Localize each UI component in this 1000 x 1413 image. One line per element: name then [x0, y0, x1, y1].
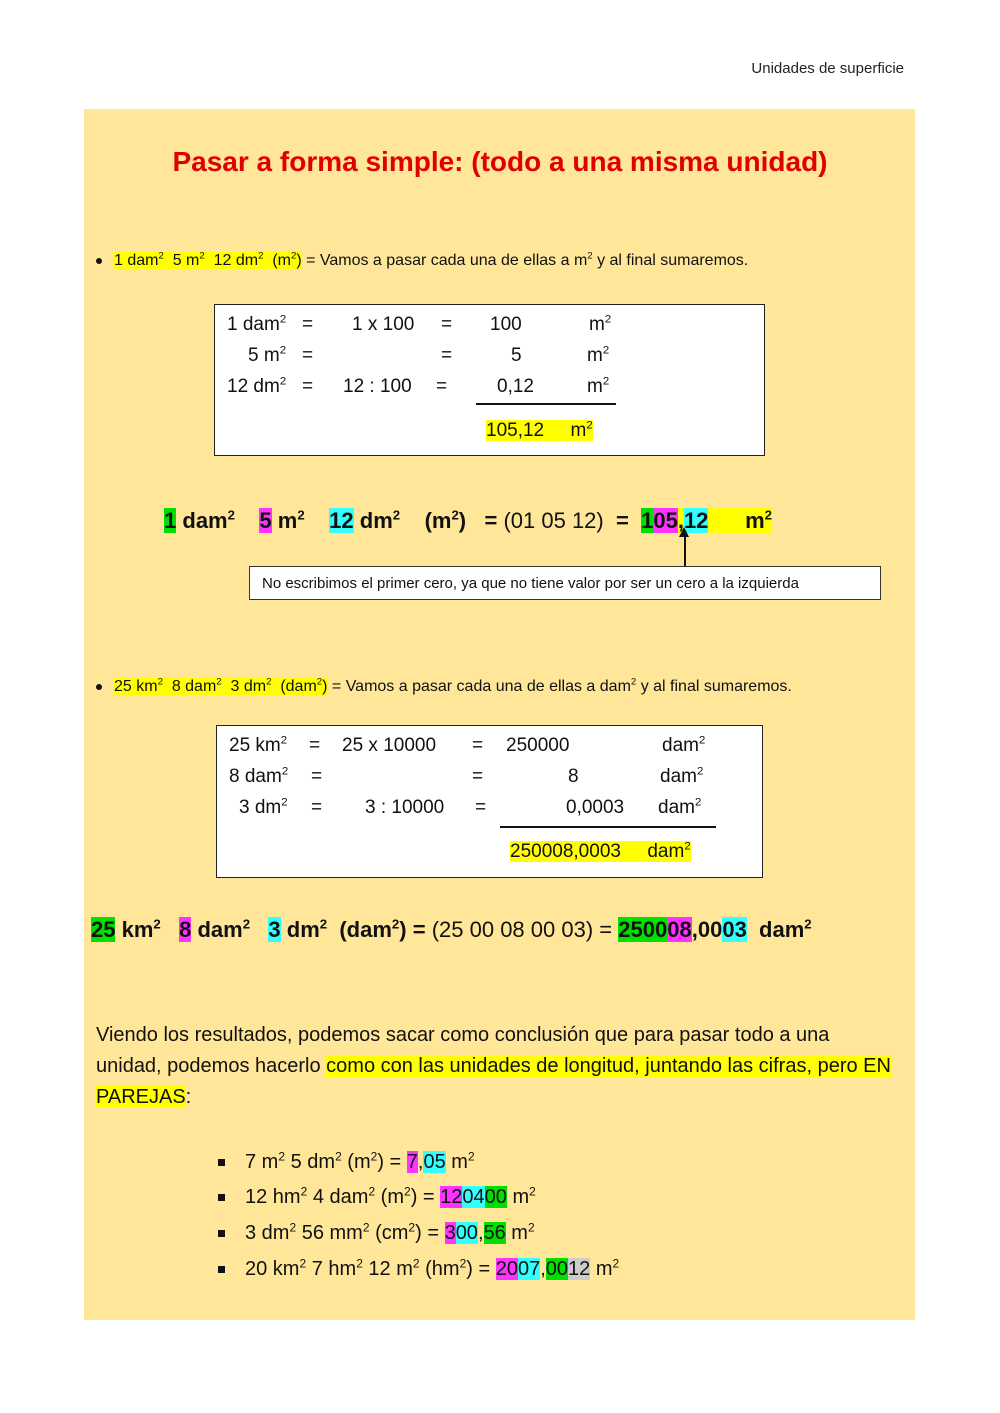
row-3-eq2: =	[475, 797, 487, 818]
total-1: 105,12 $m^2$	[486, 419, 593, 441]
bullet-square	[218, 1159, 225, 1166]
target-unit: (m	[272, 252, 291, 269]
row-1-unit: $m^2$	[589, 313, 612, 335]
digit-group: 12	[329, 508, 354, 533]
summary-1: 1 dam$^2$ 5 $m^2$ 12 $dm^2$ $(m^2)$ = (01 05 12) = 105,12 $m^2$	[164, 507, 773, 533]
digit-group: 8	[179, 917, 192, 942]
bullet-example-2: 25 $km^2$ 8 dam$^2$ 3 $dm^2$ (dam$^2$) = Vamos a pasar cada una de ellas a dam$^2$ y al final sumaremos.	[96, 678, 792, 696]
row-1-eq2: =	[472, 735, 484, 756]
example-item-3: 3 $dm^2$ 56 $mm^2$ $(cm^2) = 300,56$ $m^2$	[218, 1222, 535, 1245]
row-3-unit: $m^2$	[587, 375, 610, 397]
note-box: No escribimos el primer cero, ya que no tiene valor por ser un cero a la izquierda	[249, 566, 881, 600]
bullet-dot	[96, 258, 102, 264]
target-unit: (dam	[280, 678, 317, 695]
row-2-quantity: 8 dam$^2$	[229, 765, 289, 787]
digit-pairs: (01 05 12)	[503, 508, 604, 533]
row-1-quantity: 1 dam$^2$	[227, 313, 287, 335]
highlighted-text: como con las unidades de longitud, juntando las cifras, pero EN PAREJAS	[96, 1055, 891, 1108]
row-3-eq2: =	[436, 376, 448, 397]
row-3-unit: dam$^2$	[658, 796, 702, 818]
sum-line	[500, 826, 716, 828]
total-2: 250008,0003 dam$^2$	[510, 840, 691, 862]
row-3-value: 0,0003	[566, 797, 625, 818]
quantity: 5 m	[172, 252, 200, 269]
bullet-text: y al final sumaremos.	[636, 678, 792, 695]
paren: )	[296, 252, 302, 269]
quantity: 3 dm	[230, 678, 267, 695]
row-2-unit: $m^2$	[587, 344, 610, 366]
example-item-2: 12 $hm^2$ 4 dam$^2$ $(m^2) = 120400$ $m^2$	[218, 1186, 536, 1209]
row-2-eq2: =	[472, 766, 484, 787]
row-2-eq2: =	[441, 345, 453, 366]
paren: )	[322, 678, 328, 695]
arrow-up-icon	[679, 527, 689, 537]
row-1-value: 100	[490, 314, 522, 335]
row-2-eq: =	[311, 766, 323, 787]
row-3-eq: =	[302, 376, 314, 397]
arrow-line	[684, 534, 686, 567]
bullet-text: = Vamos a pasar cada una de ellas a m	[301, 252, 588, 269]
bullet-square	[218, 1230, 225, 1237]
summary-2: 25 $km^2$ 8 dam$^2$ 3 $dm^2$ (dam$^2$) = (25 00 08 00 03) = 250008,0003 dam$^2$	[91, 916, 812, 942]
row-3-quantity: 12 $dm^2$	[227, 375, 287, 397]
bullet-text: y al final sumaremos.	[592, 252, 749, 269]
quantity: 1 dam	[114, 252, 159, 269]
bullet-square	[218, 1266, 225, 1273]
quantity: 25 km	[114, 678, 158, 695]
row-2-quantity: 5 $m^2$	[248, 344, 287, 366]
row-1-quantity: 25 $km^2$	[229, 734, 288, 756]
row-3-op: 3 : 10000	[365, 797, 445, 818]
example-item-1: 7 $m^2$ 5 $dm^2$ $(m^2) = 7,05$ $m^2$	[218, 1151, 475, 1174]
row-3-quantity: 3 $dm^2$	[239, 796, 288, 818]
row-3-eq: =	[311, 797, 323, 818]
digit-group: 1	[164, 508, 177, 533]
row-1-eq: =	[302, 314, 314, 335]
quantity: 8 dam	[171, 678, 217, 695]
bullet-square	[218, 1194, 225, 1201]
digit-group: 5	[259, 508, 272, 533]
sum-line	[476, 403, 616, 405]
page-header: Unidades de superficie	[751, 60, 904, 77]
row-2-value: 5	[511, 345, 522, 366]
row-1-eq: =	[309, 735, 321, 756]
row-3-op: 12 : 100	[343, 376, 412, 397]
row-2-eq: =	[302, 345, 314, 366]
bullet-example-1: 1 dam$^2$ 5 $m^2$ 12 $dm^2$ $(m^2)$ = Vamos a pasar cada una de ellas a $m^2$ y al final sumaremos.	[96, 252, 748, 270]
row-1-value: 250000	[506, 735, 570, 756]
quantity: 12 dm	[213, 252, 259, 269]
conclusion-paragraph: Viendo los resultados, podemos sacar como conclusión que para pasar todo a una unidad, podemos hacerlo como con las unidades de longitud, juntando las cifras, pero EN PAREJAS:	[96, 1024, 891, 1108]
page-title: Pasar a forma simple: (todo a una misma unidad)	[172, 146, 828, 177]
digit-group: 3	[268, 917, 281, 942]
row-1-op: 25 x 10000	[342, 735, 437, 756]
bullet-text: = Vamos a pasar cada una de ellas a dam	[327, 678, 631, 695]
row-2-value: 8	[568, 766, 579, 787]
row-1-unit: dam$^2$	[662, 734, 706, 756]
bullet-dot	[96, 684, 102, 690]
row-1-op: 1 x 100	[352, 314, 415, 335]
content-panel	[84, 109, 915, 1320]
row-3-value: 0,12	[497, 376, 534, 397]
row-1-eq2: =	[441, 314, 453, 335]
row-2-unit: dam$^2$	[660, 765, 704, 787]
example-item-4: 20 $km^2$ 7 $hm^2$ 12 $m^2$ $(hm^2) = 2007,0012$ $m^2$	[218, 1258, 619, 1281]
digit-group: 25	[91, 917, 116, 942]
digit-pairs: (25 00 08 00 03)	[431, 917, 594, 942]
